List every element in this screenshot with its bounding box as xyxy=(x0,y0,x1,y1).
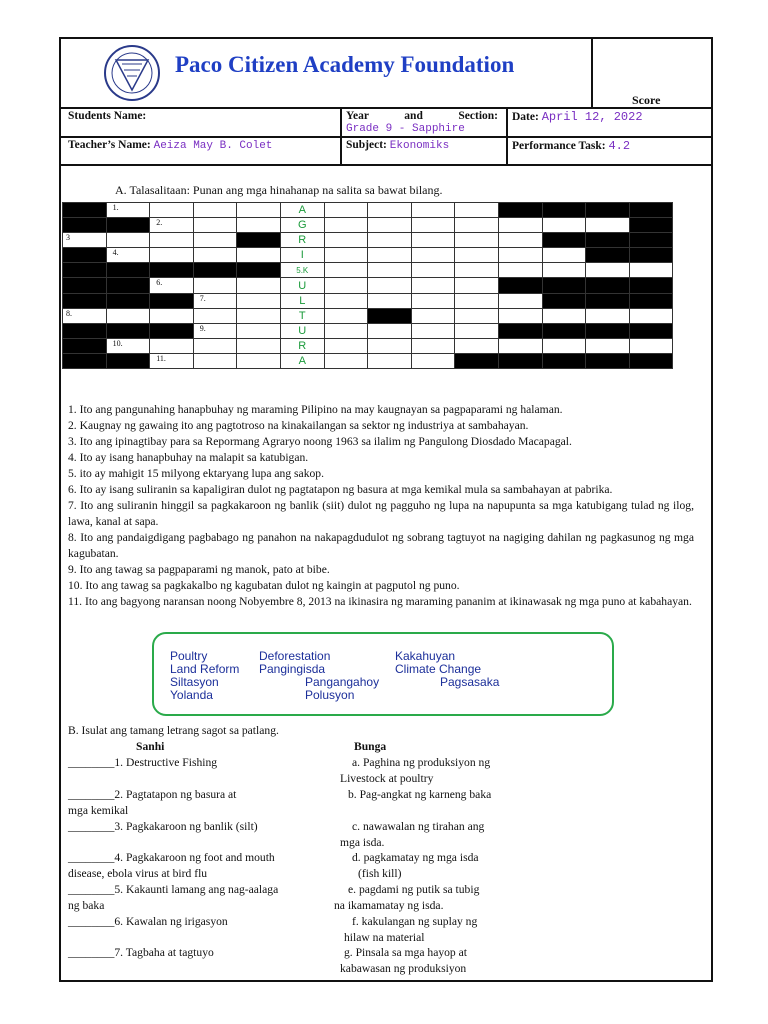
teacher-label-text: Teacher’s Name: xyxy=(68,139,151,151)
school-seal-logo xyxy=(96,44,168,102)
crossword-cell[interactable] xyxy=(237,218,281,233)
word-bank-item: Yolanda xyxy=(170,688,213,702)
clue: 8. Ito ang pandaigdigang pagbabago ng panahon na nakapagdudulot ng sobrang tagtuyot na nagiging dahilan ng pagkasunog ng mga kagubatan. xyxy=(68,531,694,560)
crossword-cell[interactable] xyxy=(193,233,237,248)
clue-number: 9. xyxy=(199,323,206,333)
students-label: Students Name: xyxy=(68,110,147,122)
crossword-cell[interactable] xyxy=(411,203,455,218)
clue-number: 10. xyxy=(112,338,123,348)
crossword-cell[interactable] xyxy=(542,263,586,278)
crossword-cell[interactable] xyxy=(455,203,499,218)
crossword-cell[interactable] xyxy=(150,248,194,263)
crossword-cell[interactable] xyxy=(106,308,150,323)
crossword-cell[interactable] xyxy=(542,248,586,263)
effect-item-cont: na ikamamatay ng isda. xyxy=(334,899,444,912)
crossword-cell[interactable] xyxy=(63,233,107,248)
crossword-blocked-cell xyxy=(629,323,673,338)
score-label: Score xyxy=(632,93,661,107)
divider xyxy=(506,107,508,165)
crossword-cell[interactable] xyxy=(411,248,455,263)
effect-item: d. pagkamatay ng mga isda xyxy=(352,851,479,864)
keyword-letter: A xyxy=(280,353,324,368)
crossword-cell[interactable] xyxy=(455,308,499,323)
crossword-row xyxy=(63,338,673,353)
crossword-cell[interactable] xyxy=(368,278,412,293)
crossword-cell[interactable] xyxy=(324,263,368,278)
divider xyxy=(61,107,711,109)
crossword-cell[interactable] xyxy=(411,308,455,323)
teacher-value: Aeiza May B. Colet xyxy=(153,140,273,152)
crossword-cell[interactable] xyxy=(237,323,281,338)
crossword-cell[interactable] xyxy=(586,338,630,353)
crossword-cell[interactable] xyxy=(324,233,368,248)
crossword-blocked-cell xyxy=(629,293,673,308)
crossword-row xyxy=(63,323,673,338)
cause-item[interactable]: ________3. Pagkakaroon ng banlik (silt) xyxy=(68,820,258,833)
crossword-blocked-cell xyxy=(63,353,107,368)
crossword-cell[interactable] xyxy=(368,218,412,233)
word-bank-item: Siltasyon xyxy=(170,675,219,689)
crossword-cell[interactable] xyxy=(324,248,368,263)
crossword-cell[interactable] xyxy=(193,308,237,323)
crossword-cell[interactable] xyxy=(63,308,107,323)
part-a-instruction: A. Talasalitaan: Punan ang mga hinahanap na salita sa bawat bilang. xyxy=(115,183,443,197)
crossword-blocked-cell xyxy=(629,353,673,368)
bunga-heading: Bunga xyxy=(354,740,387,753)
effect-item-cont: mga isda. xyxy=(340,836,385,849)
task-value: 4.2 xyxy=(608,139,631,153)
crossword-blocked-cell xyxy=(106,293,150,308)
crossword-cell[interactable] xyxy=(542,218,586,233)
crossword-blocked-cell xyxy=(542,233,586,248)
crossword-cell[interactable] xyxy=(237,308,281,323)
crossword-cell[interactable] xyxy=(150,203,194,218)
effect-item: f. kakulangan ng suplay ng xyxy=(352,915,478,928)
crossword-cell[interactable] xyxy=(368,248,412,263)
crossword-cell[interactable] xyxy=(498,263,542,278)
task-label xyxy=(512,139,630,153)
crossword-blocked-cell xyxy=(629,248,673,263)
year-value: Grade 9 - Sapphire xyxy=(346,123,465,135)
crossword-cell[interactable] xyxy=(237,293,281,308)
crossword-cell[interactable] xyxy=(586,218,630,233)
crossword-cell[interactable] xyxy=(106,248,150,263)
crossword-blocked-cell xyxy=(629,233,673,248)
keyword-letter: I xyxy=(280,248,324,263)
divider xyxy=(61,136,711,138)
crossword-cell[interactable] xyxy=(150,218,194,233)
crossword-cell[interactable] xyxy=(411,293,455,308)
crossword-row xyxy=(63,248,673,263)
crossword-blocked-cell xyxy=(629,218,673,233)
crossword-cell[interactable] xyxy=(411,218,455,233)
subject-label xyxy=(346,139,449,152)
crossword-cell[interactable] xyxy=(411,338,455,353)
subject-label-text: Subject: xyxy=(346,139,387,151)
keyword-letter: G xyxy=(280,218,324,233)
date-label-text: Date: xyxy=(512,111,539,123)
word-bank-item: Deforestation xyxy=(259,649,331,663)
date-value: April 12, 2022 xyxy=(541,110,643,124)
crossword-blocked-cell xyxy=(237,263,281,278)
crossword-blocked-cell xyxy=(106,218,150,233)
crossword-row xyxy=(63,263,673,278)
crossword-blocked-cell xyxy=(498,323,542,338)
crossword-cell[interactable] xyxy=(193,293,237,308)
subject-value: Ekonomiks xyxy=(389,140,450,152)
crossword-blocked-cell xyxy=(542,203,586,218)
crossword-blocked-cell xyxy=(629,278,673,293)
word-bank-item: Pagsasaka xyxy=(440,675,500,689)
cause-item[interactable]: ________2. Pagtatapon ng basura at xyxy=(68,788,237,801)
keyword-letter xyxy=(280,263,324,278)
crossword-blocked-cell xyxy=(63,203,107,218)
crossword-cell[interactable] xyxy=(411,263,455,278)
crossword-cell[interactable] xyxy=(498,338,542,353)
crossword-blocked-cell xyxy=(498,278,542,293)
crossword-cell[interactable] xyxy=(542,338,586,353)
clue-number: 6. xyxy=(156,278,163,288)
crossword-blocked-cell xyxy=(63,218,107,233)
cause-item[interactable]: ________1. Destructive Fishing xyxy=(68,756,218,769)
cause-item[interactable]: ________4. Pagkakaroon ng foot and mouth xyxy=(68,851,275,864)
crossword-blocked-cell xyxy=(237,233,281,248)
cause-item[interactable]: ________7. Tagbaha at tagtuyo xyxy=(68,946,214,959)
clue: 11. Ito ang bagyong naransan noong Nobyembre 8, 2013 na ikinasira ng maraming pananim at ikinawasak ng mga puno at kabahayan. xyxy=(68,595,692,608)
crossword-cell[interactable] xyxy=(237,338,281,353)
crossword-cell[interactable] xyxy=(629,338,673,353)
crossword-cell[interactable] xyxy=(455,338,499,353)
crossword-blocked-cell xyxy=(542,278,586,293)
crossword-cell[interactable] xyxy=(455,248,499,263)
cause-item-cont: mga kemikal xyxy=(68,804,129,817)
word-bank-item: Polusyon xyxy=(305,688,355,702)
crossword-cell[interactable] xyxy=(150,233,194,248)
crossword-cell[interactable] xyxy=(324,323,368,338)
crossword-blocked-cell xyxy=(586,248,630,263)
crossword-cell[interactable] xyxy=(542,308,586,323)
clue: 6. Ito ay isang suliranin sa kapaligiran dulot ng pagtatapon ng basura at mga kemikal mula sa sambahayan at pabrika. xyxy=(68,483,613,496)
word-bank-item: Pangangahoy xyxy=(305,675,380,689)
crossword-cell[interactable] xyxy=(629,263,673,278)
keyword-letter: T xyxy=(280,308,324,323)
crossword-blocked-cell xyxy=(63,263,107,278)
crossword-cell[interactable] xyxy=(368,323,412,338)
crossword-cell[interactable] xyxy=(193,248,237,263)
effect-item-cont: (fish kill) xyxy=(358,867,402,880)
crossword-blocked-cell xyxy=(106,278,150,293)
effect-item: b. Pag-angkat ng karneng baka xyxy=(348,788,492,801)
effect-item: c. nawawalan ng tirahan ang xyxy=(352,820,485,833)
crossword-cell[interactable] xyxy=(193,218,237,233)
word-bank-item: Land Reform xyxy=(170,662,240,676)
keyword-letter: R xyxy=(280,233,324,248)
crossword-cell[interactable] xyxy=(324,203,368,218)
cause-item[interactable]: ________6. Kawalan ng irigasyon xyxy=(68,915,228,928)
crossword-blocked-cell xyxy=(63,323,107,338)
crossword-blocked-cell xyxy=(63,338,107,353)
effect-item: e. pagdami ng putik sa tubig xyxy=(348,883,480,896)
crossword-cell[interactable] xyxy=(324,338,368,353)
clue: 2. Kaugnay ng gawaing ito ang pagtotroso na kinakailangan sa sektor ng industriya at sambahayan. xyxy=(68,419,529,432)
crossword-row xyxy=(63,218,673,233)
crossword-blocked-cell xyxy=(368,308,412,323)
crossword-cell[interactable] xyxy=(498,233,542,248)
crossword-blocked-cell xyxy=(63,248,107,263)
word-bank-item: Pangingisda xyxy=(259,662,326,676)
word-bank-item: Climate Change xyxy=(395,662,482,676)
clue: 4. Ito ay isang hanapbuhay na malapit sa katubigan. xyxy=(68,451,309,464)
keyword-letter: R xyxy=(280,338,324,353)
crossword-blocked-cell xyxy=(63,293,107,308)
crossword-cell[interactable] xyxy=(411,353,455,368)
crossword-cell[interactable] xyxy=(498,218,542,233)
crossword-blocked-cell xyxy=(455,353,499,368)
crossword-blocked-cell xyxy=(586,203,630,218)
crossword-cell[interactable] xyxy=(324,293,368,308)
crossword-blocked-cell xyxy=(542,353,586,368)
crossword-cell[interactable] xyxy=(106,233,150,248)
crossword-cell[interactable] xyxy=(193,278,237,293)
clue-number: 2. xyxy=(156,218,163,228)
crossword-cell[interactable] xyxy=(455,263,499,278)
crossword-cell[interactable] xyxy=(150,278,194,293)
crossword-cell[interactable] xyxy=(150,338,194,353)
crossword-cell[interactable] xyxy=(586,263,630,278)
effect-item: g. Pinsala sa mga hayop at xyxy=(344,946,467,959)
crossword-blocked-cell xyxy=(106,263,150,278)
crossword-cell[interactable] xyxy=(324,308,368,323)
crossword-cell[interactable] xyxy=(455,278,499,293)
crossword-cell[interactable] xyxy=(368,263,412,278)
crossword-cell[interactable] xyxy=(237,203,281,218)
clue: 5. ito ay mahigit 15 milyong ektaryang lupa ang sakop. xyxy=(68,467,324,480)
crossword-cell[interactable] xyxy=(150,353,194,368)
task-label-text: Performance Task: xyxy=(512,140,606,152)
crossword-cell[interactable] xyxy=(455,293,499,308)
cause-item-cont: ng baka xyxy=(68,899,105,912)
crossword-cell[interactable] xyxy=(455,218,499,233)
keyword-letter: A xyxy=(280,203,324,218)
clue: 7. Ito ang suliranin hinggil sa pagkakaroon ng banlik (siit) dulot ng pagguho ng lupa na napupunta sa mga katubigang tulad ng ilog, lawa, kanal at sapa. xyxy=(68,499,694,528)
word-bank-item: Poultry xyxy=(170,649,208,663)
crossword-row xyxy=(63,308,673,323)
teacher-label xyxy=(68,139,272,152)
crossword-cell[interactable] xyxy=(237,248,281,263)
clue-number: 1. xyxy=(112,203,119,212)
crossword-cell[interactable] xyxy=(411,323,455,338)
crossword-blocked-cell xyxy=(150,293,194,308)
crossword-cell[interactable] xyxy=(586,308,630,323)
word-bank-item: Kakahuyan xyxy=(395,649,456,663)
crossword-cell[interactable] xyxy=(368,293,412,308)
crossword-cell[interactable] xyxy=(368,338,412,353)
clue-number: 5. xyxy=(296,265,303,275)
crossword-cell[interactable] xyxy=(193,323,237,338)
crossword-cell[interactable] xyxy=(106,338,150,353)
crossword-cell[interactable] xyxy=(193,353,237,368)
school-name: Paco Citizen Academy Foundation xyxy=(175,52,515,77)
clue-number: 11. xyxy=(156,353,166,363)
clue-list xyxy=(68,402,694,610)
crossword-cell[interactable] xyxy=(368,233,412,248)
year-label: Year and Section: xyxy=(346,110,498,122)
crossword-cell[interactable] xyxy=(193,338,237,353)
keyword-letter: U xyxy=(280,278,324,293)
crossword-blocked-cell xyxy=(498,353,542,368)
crossword-cell[interactable] xyxy=(411,233,455,248)
crossword-blocked-cell xyxy=(586,353,630,368)
effect-item-cont: hilaw na material xyxy=(344,931,425,944)
crossword-blocked-cell xyxy=(63,278,107,293)
effect-item-cont: Livestock at poultry xyxy=(340,772,434,785)
crossword-cell[interactable] xyxy=(237,353,281,368)
crossword-cell[interactable] xyxy=(368,353,412,368)
crossword-cell[interactable] xyxy=(368,203,412,218)
clue-number: 3 xyxy=(66,233,70,243)
clue-number: 7. xyxy=(199,293,206,303)
clue-number: 4. xyxy=(112,248,119,258)
crossword-blocked-cell xyxy=(586,293,630,308)
crossword-row xyxy=(63,353,673,368)
crossword-blocked-cell xyxy=(542,323,586,338)
crossword-blocked-cell xyxy=(150,263,194,278)
crossword-cell[interactable] xyxy=(237,278,281,293)
crossword-cell[interactable] xyxy=(498,308,542,323)
crossword-cell[interactable] xyxy=(629,308,673,323)
divider xyxy=(61,164,711,166)
crossword-cell[interactable] xyxy=(324,278,368,293)
keyword-letter: U xyxy=(280,323,324,338)
effect-item-cont: kabawasan ng produksiyon xyxy=(340,962,467,975)
crossword-cell[interactable] xyxy=(455,323,499,338)
divider xyxy=(591,39,593,109)
clue-number: 8. xyxy=(66,308,72,318)
crossword-cell[interactable] xyxy=(324,353,368,368)
clue: 9. Ito ang tawag sa pagpaparami ng manok, pato at bibe. xyxy=(68,563,330,576)
clue: 10. Ito ang tawag sa pagkakalbo ng kagubatan dulot ng kaingin at pagputol ng puno. xyxy=(68,579,460,592)
crossword-cell[interactable] xyxy=(455,233,499,248)
crossword-cell[interactable] xyxy=(324,218,368,233)
crossword-cell[interactable] xyxy=(150,308,194,323)
clue: 1. Ito ang pangunahing hanapbuhay ng maraming Pilipino na may kaugnayan sa pagpaparami ng halaman. xyxy=(68,403,563,416)
crossword-blocked-cell xyxy=(586,278,630,293)
cause-item-cont: disease, ebola virus at bird flu xyxy=(68,867,208,880)
crossword-blocked-cell xyxy=(542,293,586,308)
crossword-blocked-cell xyxy=(193,263,237,278)
sanhi-heading: Sanhi xyxy=(136,740,165,753)
crossword-cell[interactable] xyxy=(411,278,455,293)
crossword-blocked-cell xyxy=(629,203,673,218)
effect-item: a. Paghina ng produksiyon ng xyxy=(352,756,491,769)
crossword-row xyxy=(63,278,673,293)
crossword-row xyxy=(63,203,673,218)
crossword-cell[interactable] xyxy=(193,203,237,218)
crossword-blocked-cell xyxy=(586,323,630,338)
part-b-instruction: B. Isulat ang tamang letrang sagot sa patlang. xyxy=(68,724,279,737)
crossword-grid xyxy=(62,202,673,369)
crossword-cell[interactable] xyxy=(498,293,542,308)
crossword-cell[interactable] xyxy=(498,248,542,263)
keyword-letter: L xyxy=(280,293,324,308)
date-label xyxy=(512,110,643,124)
divider xyxy=(340,107,342,165)
keyword-letter-k: K xyxy=(302,265,309,275)
crossword-blocked-cell xyxy=(150,323,194,338)
clue: 3. Ito ang ipinagtibay para sa Repormang Agraryo noong 1963 sa ilalim ng Pangulong Diosdado Macapagal. xyxy=(68,435,572,448)
crossword-row xyxy=(63,293,673,308)
crossword-cell[interactable] xyxy=(106,203,150,218)
crossword-row xyxy=(63,233,673,248)
crossword-blocked-cell xyxy=(106,353,150,368)
crossword-blocked-cell xyxy=(106,323,150,338)
crossword-blocked-cell xyxy=(586,233,630,248)
crossword-blocked-cell xyxy=(498,203,542,218)
cause-item[interactable]: ________5. Kakaunti lamang ang nag-aalaga xyxy=(68,883,279,896)
